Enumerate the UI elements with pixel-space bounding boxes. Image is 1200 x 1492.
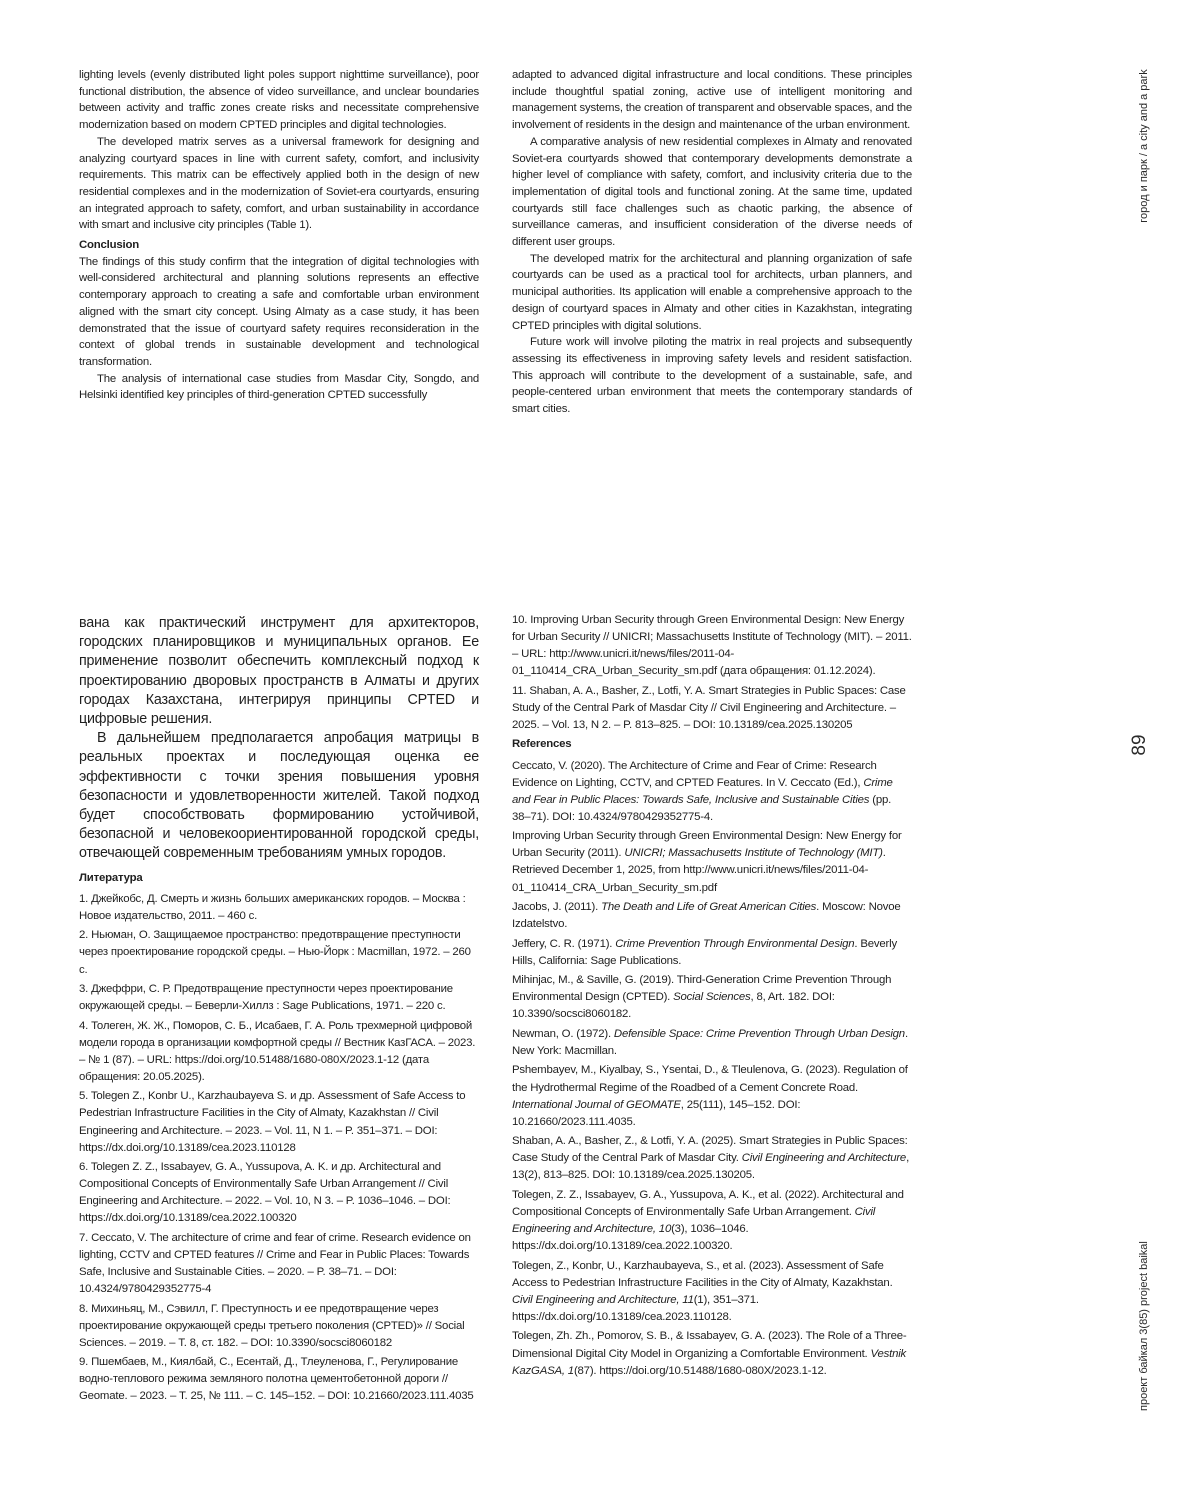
reference-item: 6. Tolegen Z. Z., Issabayev, G. A., Yussupova, A. K. и др. Architectural and Compositional Concepts of Environmentally Safe Urban Arrangement // Civil Engineering and Architecture. – 2022. – Vol. 10, N 3. – P. 1036–1046. – DOI: https://dx.doi.org/10.13189/cea.2022.100320 [79, 1159, 479, 1227]
bottom-left-column [79, 614, 479, 1408]
reference-item: Jeffery, C. R. (1971). Crime Prevention Through Environmental Design. Beverly Hills, California: Sage Publications. [512, 936, 912, 970]
paragraph: lighting levels (evenly distributed light poles support nighttime surveillance), poor functional distribution, the absence of video surveillance, and unclear boundaries between activity and traffic zones create risks and necessitate comprehensive modernization based on modern CPTED principles and digital technologies. [79, 67, 479, 134]
page-number: 89 [1129, 710, 1151, 780]
reference-item: Tolegen, Z. Z., Issabayev, G. A., Yussupova, A. K., et al. (2022). Architectural and Compositional Concepts of Environmentally Safe Urban Arrangement. Civil Engineering and Architecture, 10(3), 1036–1046. https://dx.doi.org/10.13189/cea.2022.100320. [512, 1187, 912, 1255]
reference-item: Jacobs, J. (2011). The Death and Life of Great American Cities. Moscow: Novoe Izdatelstvo. [512, 899, 912, 933]
reference-item: 7. Ceccato, V. The architecture of crime and fear of crime. Research evidence on lighting, CCTV and CPTED features // Crime and Fear in Public Places: Towards Safe, Inclusive and Sustainable Cities. – 2020. – P. 38–71. – DOI: 10.4324/9780429352775-4 [79, 1230, 479, 1298]
reference-item: Ceccato, V. (2020). The Architecture of Crime and Fear of Crime: Research Evidence on Lighting, CCTV, and CPTED Features. In V. Ceccato (Ed.), Crime and Fear in Public Places: Towards Safe, Inclusive and Sustainable Cities (pp. 38–71). DOI: 10.4324/9780429352775-4. [512, 758, 912, 826]
reference-item: 11. Shaban, A. A., Basher, Z., Lotfi, Y. A. Smart Strategies in Public Spaces: Case Study of the Central Park of Masdar City // Civil Engineering and Architecture. – 2025. – Vol. 13, N 2. – P. 813–825. – DOI: 10.13189/cea.2025.130205 [512, 683, 912, 734]
top-left-column [79, 67, 479, 404]
reference-item: 1. Джейкобс, Д. Смерть и жизнь больших американских городов. – Москва : Новое издательство, 2011. – 460 с. [79, 891, 479, 925]
top-right-column [512, 67, 912, 418]
paragraph: Future work will involve piloting the matrix in real projects and subsequently assessing its effectiveness in improving safety levels and resident satisfaction. This approach will contribute to the development of a sustainable, safe, and people-centered urban environment that meets the contemporary standards of smart cities. [512, 334, 912, 418]
reference-item: 9. Пшембаев, М., Киялбай, С., Есентай, Д., Тлеуленова, Г., Регулирование водно-теплового режима земляного полотна цементобетонной дороги // Geomate. – 2023. – Т. 25, № 111. – С. 145–152. – DOI: 10.21660/2023.111.4035 [79, 1354, 479, 1405]
section-heading-literatura: Литература [79, 870, 479, 887]
reference-item: 10. Improving Urban Security through Green Environmental Design: New Energy for Urban Security // UNICRI; Massachusetts Institute of Technology (MIT). – 2011. – URL: http://www.unicri.it/news/files/2011-04-01_110414_CRA_Urban_Security_sm.pdf (дата обращения: 01.12.2024). [512, 612, 912, 680]
reference-item: Pshembayev, M., Kiyalbay, S., Ysentai, D., & Tleulenova, G. (2023). Regulation of the Hydrothermal Regime of the Roadbed of a Cement Concrete Road. International Journal of GEOMATE, 25(111), 145–152. DOI: 10.21660/2023.111.4035. [512, 1062, 912, 1130]
reference-item: Tolegen, Zh. Zh., Pomorov, S. B., & Issabayev, G. A. (2023). The Role of a Three-Dimensional Digital City Model in Organizing a Comfortable Environment. Vestnik KazGASA, 1(87). https://doi.org/10.51488/1680-080X/2023.1-12. [512, 1328, 912, 1379]
paragraph: вана как практический инструмент для архитекторов, городских планировщиков и муниципальных органов. Ее применение позволит обеспечить комплексный подход к проектированию дворовых пространств в Алматы и других городах Казахстана, интегрируя принципы CPTED и цифровые решения. [79, 614, 479, 729]
paragraph: The developed matrix for the architectural and planning organization of safe courtyards can be used as a practical tool for architects, urban planners, and municipal authorities. Its application will enable a comprehensive approach to the design of courtyard spaces in Almaty and other cities in Kazakhstan, integrating CPTED principles with digital solutions. [512, 251, 912, 335]
paragraph: A comparative analysis of new residential complexes in Almaty and renovated Soviet-era courtyards showed that contemporary developments demonstrate a higher level of compliance with safety, comfort, and inclusivity criteria due to the implementation of digital tools and functional zoning. At the same time, updated courtyards still face challenges such as chaotic parking, the absence of surveillance cameras, and insufficient consideration of the diverse needs of different user groups. [512, 134, 912, 251]
paragraph: adapted to advanced digital infrastructure and local conditions. These principles include thoughtful spatial zoning, active use of intelligent monitoring and management systems, the creation of transparent and observable spaces, and the involvement of residents in the design and maintenance of the urban environment. [512, 67, 912, 134]
section-heading-references: References [512, 736, 912, 753]
journal-page [0, 0, 1200, 1492]
reference-item: 2. Ньюман, О. Защищаемое пространство: предотвращение преступности через проектирование городской среды. – Нью-Йорк : Macmillan, 1972. – 260 с. [79, 927, 479, 978]
section-label: город и парк / a city and a park [1138, 56, 1150, 236]
reference-item: Shaban, A. A., Basher, Z., & Lotfi, Y. A. (2025). Smart Strategies in Public Spaces: Case Study of the Central Park of Masdar City. Civil Engineering and Architecture, 13(2), 813–825. DOI: 10.13189/cea.2025.130205. [512, 1133, 912, 1184]
reference-item: Mihinjac, M., & Saville, G. (2019). Third-Generation Crime Prevention Through Environmental Design (CPTED). Social Sciences, 8, Art. 182. DOI: 10.3390/socsci8060182. [512, 972, 912, 1023]
reference-item: 3. Джеффри, С. Р. Предотвращение преступности через проектирование окружающей среды. – Беверли-Хиллз : Sage Publications, 1971. – 220 с. [79, 981, 479, 1015]
bottom-right-column [512, 612, 912, 1382]
reference-item: 4. Толеген, Ж. Ж., Поморов, С. Б., Исабаев, Г. А. Роль трехмерной цифровой модели города в организации комфортной среды // Вестник КазГАСА. – 2023. – № 1 (87). – URL: https://doi.org/10.51488/1680-080X/2023.1-12 (дата обращения: 20.05.2025). [79, 1018, 479, 1086]
journal-label: проект байкал 3(85) project baikal [1138, 1251, 1150, 1411]
paragraph: The findings of this study confirm that the integration of digital technologies with well-considered architectural and planning solutions represents an effective contemporary approach to creating a safe and comfortable urban environment aligned with the smart city concept. Using Almaty as a case study, it has been demonstrated that the issue of courtyard safety requires reconsideration in the context of global trends in sustainable development and technological transformation. [79, 254, 479, 371]
reference-item: Newman, O. (1972). Defensible Space: Crime Prevention Through Urban Design. New York: Macmillan. [512, 1026, 912, 1060]
paragraph: В дальнейшем предполагается апробация матрицы в реальных проектах и последующая оценка ее эффективности с точки зрения повышения уровня безопасности и удовлетворенности жителей. Такой подход будет способствовать формированию устойчивой, безопасной и человекоориентированной городской среды, отвечающей современным требованиям умных городов. [79, 729, 479, 863]
reference-item: Tolegen, Z., Konbr, U., Karzhaubayeva, S., et al. (2023). Assessment of Safe Access to Pedestrian Infrastructure Facilities in the City of Almaty, Kazakhstan. Civil Engineering and Architecture, 11(1), 351–371. https://dx.doi.org/10.13189/cea.2023.110128. [512, 1258, 912, 1326]
paragraph: The analysis of international case studies from Masdar City, Songdo, and Helsinki identified key principles of third-generation CPTED successfully [79, 371, 479, 404]
reference-item: 8. Михиньяц, М., Сэвилл, Г. Преступность и ее предотвращение через проектирование окружающей среды третьего поколения (CPTED)» // Social Sciences. – 2019. – Т. 8, ст. 182. – DOI: 10.3390/socsci8060182 [79, 1301, 479, 1352]
reference-item: Improving Urban Security through Green Environmental Design: New Energy for Urban Security (2011). UNICRI; Massachusetts Institute of Technology (MIT). Retrieved December 1, 2025, from http://www.unicri.it/news/files/2011-04-01_110414_CRA_Urban_Security_sm.pdf [512, 828, 912, 896]
section-heading-conclusion: Conclusion [79, 237, 479, 254]
paragraph: The developed matrix serves as a universal framework for designing and analyzing courtyard spaces in line with current safety, comfort, and inclusivity requirements. This matrix can be effectively applied both in the design of new residential complexes and in the modernization of Soviet-era courtyards, ensuring an integrated approach to safety, comfort, and urban sustainability in accordance with smart and inclusive city principles (Table 1). [79, 134, 479, 234]
reference-item: 5. Tolegen Z., Konbr U., Karzhaubayeva S. и др. Assessment of Safe Access to Pedestrian Infrastructure Facilities in the City of Almaty, Kazakhstan // Civil Engineering and Architecture. – 2023. – Vol. 11, N 1. – P. 351–371. – DOI: https://dx.doi.org/10.13189/cea.2023.110128 [79, 1088, 479, 1156]
